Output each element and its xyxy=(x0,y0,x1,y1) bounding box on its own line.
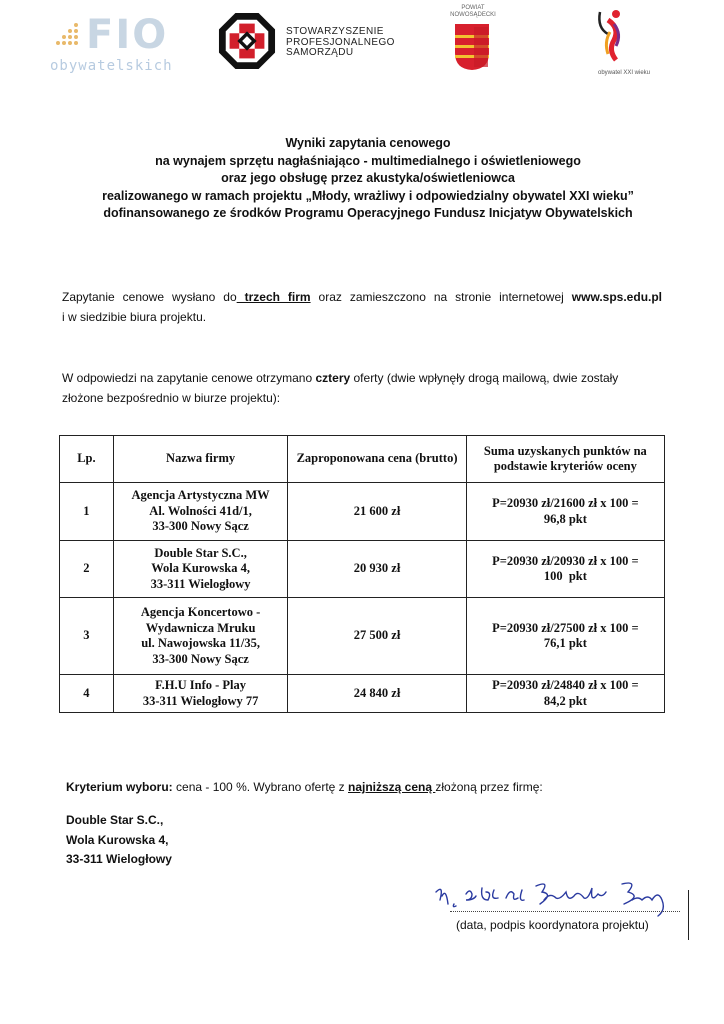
cell-score: P=20930 zł/20930 zł x 100 = 100 pkt xyxy=(466,541,664,598)
table-row xyxy=(60,483,665,541)
table-row xyxy=(60,598,665,675)
cell-price: 24 840 zł xyxy=(288,675,466,713)
col-price: Zaproponowana cena (brutto) xyxy=(288,436,466,483)
cell-lp: 2 xyxy=(60,541,114,598)
offers-table xyxy=(59,435,665,713)
header-logos xyxy=(0,0,724,90)
lowest-price: najniższą ceną xyxy=(348,780,436,794)
cell-firm-name: Agencja Koncertowo - Wydawnicza Mruku ul. Nawojowska 11/35, 33-300 Nowy Sącz xyxy=(113,598,288,675)
project-logo-text: obywatel XXI wieku xyxy=(597,70,651,76)
sps-name: STOWARZYSZENIE PROFESJONALNEGO SAMORZĄDU xyxy=(286,26,395,58)
cell-firm-name: F.H.U Info - Play 33-311 Wielogłowy 77 xyxy=(113,675,288,713)
cell-lp: 3 xyxy=(60,598,114,675)
powiat-logo xyxy=(443,5,503,75)
selection-criterion: Kryterium wyboru: cena - 100 %. Wybrano ofertę z najniższą ceną złożoną przez firmę: xyxy=(66,780,543,794)
cell-lp: 4 xyxy=(60,675,114,713)
cell-lp: 1 xyxy=(60,483,114,541)
title-line: realizowanego w ramach projektu „Młody, wrażliwy i odpowiedzialny obywatel XXI wieku” xyxy=(102,188,634,203)
cell-score: P=20930 zł/21600 zł x 100 = 96,8 pkt xyxy=(466,483,664,541)
table-row xyxy=(60,541,665,598)
sps-emblem-icon xyxy=(218,12,276,70)
title-line: na wynajem sprzętu nagłaśniająco - multimedialnego i oświetleniowego xyxy=(155,153,581,168)
cell-firm-name: Agencja Artystyczna MW Al. Wolności 41d/1, 33-300 Nowy Sącz xyxy=(113,483,288,541)
cell-price: 20 930 zł xyxy=(288,541,466,598)
col-firm-name: Nazwa firmy xyxy=(113,436,288,483)
fio-logo xyxy=(50,8,190,78)
firms-count: trzech firm xyxy=(236,290,311,304)
project-logo xyxy=(574,8,674,80)
title-line: oraz jego obsługę przez akustyka/oświetleniowca xyxy=(221,171,515,185)
col-score: Suma uzyskanych punktów na podstawie kryteriów oceny xyxy=(466,436,664,483)
fio-dots-icon xyxy=(50,22,80,48)
person-figure-icon xyxy=(594,8,626,62)
coat-of-arms-icon xyxy=(454,23,490,71)
signature-caption: (data, podpis koordynatora projektu) xyxy=(456,918,649,932)
cell-price: 21 600 zł xyxy=(288,483,466,541)
document-title xyxy=(40,135,696,223)
cell-firm-name: Double Star S.C., Wola Kurowska 4, 33-311 Wielogłowy xyxy=(113,541,288,598)
chosen-firm: Double Star S.C., Wola Kurowska 4, 33-311 Wielogłowy xyxy=(66,813,172,866)
signature-block xyxy=(420,870,690,940)
table-row xyxy=(60,675,665,713)
title-line: Wyniki zapytania cenowego xyxy=(285,136,451,150)
powiat-label: POWIAT NOWOSĄDECKI xyxy=(450,5,496,18)
fio-mark: FIO xyxy=(86,12,169,58)
fio-word: obywatelskich xyxy=(50,58,173,74)
col-lp: Lp. xyxy=(60,436,114,483)
criterion-label: Kryterium wyboru: xyxy=(66,780,173,794)
cell-score: P=20930 zł/24840 zł x 100 = 84,2 pkt xyxy=(466,675,664,713)
inquiry-sent-paragraph: Zapytanie cenowe wysłano do trzech firm oraz zamieszczono na stronie internetowej www.sps.edu.pl i w siedzibie biura projektu. xyxy=(62,290,663,324)
cell-price: 27 500 zł xyxy=(288,598,466,675)
offers-received-paragraph: W odpowiedzi na zapytanie cenowe otrzymano cztery oferty (dwie wpłynęły drogą mailową, dwie zostały złożone bezpośrednio w biurze projektu): xyxy=(62,371,619,405)
cell-score: P=20930 zł/27500 zł x 100 = 76,1 pkt xyxy=(466,598,664,675)
title-line: dofinansowanego ze środków Programu Operacyjnego Fundusz Inicjatyw Obywatelskich xyxy=(103,206,633,220)
table-header-row xyxy=(60,436,665,483)
offers-count: cztery xyxy=(315,371,351,385)
website-link[interactable]: www.sps.edu.pl xyxy=(571,290,663,304)
signature-bracket xyxy=(688,890,689,940)
signature-line xyxy=(450,911,680,912)
